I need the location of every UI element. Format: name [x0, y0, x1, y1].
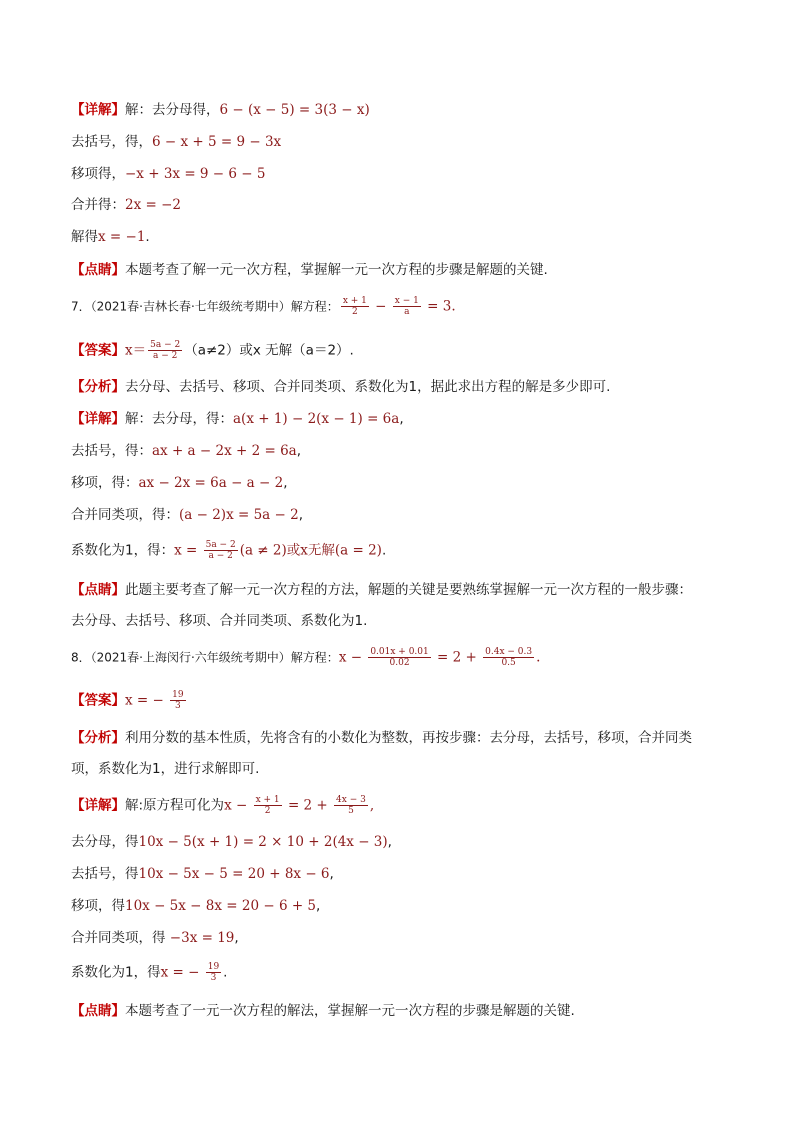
line-tail: , — [329, 866, 334, 882]
fraction-numerator: x + 1 — [342, 296, 367, 306]
fraction — [483, 647, 534, 668]
line-tail: , — [283, 475, 288, 491]
step-line — [71, 227, 150, 247]
fraction — [170, 690, 185, 711]
answer-tag: 【答案】 — [71, 692, 125, 709]
fraction — [206, 962, 221, 983]
problem-text: 7．（2021春·吉林长春·七年级统考期中）解方程： — [71, 299, 339, 314]
line-text: 系数化为1，得 — [71, 964, 161, 981]
answer-text: （a≠2）或x 无解（a＝2）. — [184, 342, 354, 359]
analysis-line — [71, 377, 610, 397]
answer-tag: 【答案】 — [71, 342, 125, 359]
equation-end: . — [536, 649, 541, 666]
line-text: 合并同类项，得 — [71, 930, 170, 946]
math-prefix: x − — [338, 649, 367, 666]
analysis-tag: 【分析】 — [71, 730, 125, 746]
fraction-denominator: 2 — [351, 307, 358, 317]
fraction-denominator: 0.02 — [389, 658, 410, 668]
line-tail: , — [399, 411, 404, 427]
comment-tag: 【点睛】 — [71, 582, 125, 598]
equation: 10x − 5x − 8x = 20 − 6 + 5 — [125, 898, 317, 914]
line-tail: . — [381, 542, 387, 559]
comment-tag: 【点睛】 — [71, 262, 125, 278]
line-text: 去括号，得， — [71, 134, 152, 150]
detail-tag: 【详解】 — [71, 411, 125, 427]
line-text: 移项，得： — [71, 475, 139, 491]
math-prefix: x − — [224, 797, 252, 814]
step-line — [71, 962, 227, 983]
operator: = 2 + — [283, 797, 333, 814]
line-tail: . — [145, 229, 150, 245]
line-text: 去括号，得 — [71, 866, 139, 882]
fraction-denominator: 0.5 — [501, 658, 516, 668]
fraction — [254, 795, 282, 816]
step-line — [71, 164, 265, 184]
step-line — [71, 896, 320, 916]
fraction-numerator: x − 1 — [394, 296, 419, 306]
line-tail: . — [223, 964, 228, 981]
step-line — [71, 132, 281, 152]
step-line — [71, 195, 181, 215]
comment-tag: 【点睛】 — [71, 1003, 125, 1019]
equation-end: = 3. — [422, 298, 456, 315]
comment-line — [71, 1001, 575, 1021]
answer-prefix: x＝ — [125, 342, 147, 359]
line-text: 去分母，得 — [71, 834, 139, 850]
operator: = 2 + — [432, 649, 482, 666]
line-tail: , — [296, 443, 302, 459]
fraction-denominator: 3 — [174, 701, 181, 711]
equation: (a ≠ 2)或x无解(a = 2) — [239, 542, 382, 559]
equation: 6 − (x − 5) = 3(3 − x) — [219, 102, 370, 118]
equation: 6 − x + 5 = 9 − 3x — [152, 134, 282, 150]
comment-line — [71, 580, 692, 600]
operator: − — [370, 298, 391, 315]
line-text: 本题考查了一元一次方程的解法，掌握解一元一次方程的步骤是解题的关键. — [125, 1003, 575, 1019]
equation: ax − 2x = 6a − a − 2 — [138, 475, 284, 491]
line-text: 利用分数的基本性质，先将含有的小数化为整数，再按步骤：去分母，去括号，移项，合并同类 — [125, 730, 692, 746]
step-line — [71, 441, 301, 461]
fraction-numerator: 19 — [207, 962, 220, 972]
line-text: 项，系数化为1，进行求解即可. — [71, 761, 260, 777]
comment-line — [71, 260, 548, 280]
line-text: 此题主要考查了解一元一次方程的方法，解题的关键是要熟练掌握解一元一次方程的一般步骤： — [125, 582, 692, 598]
detail-tag: 【详解】 — [71, 797, 125, 814]
fraction-numerator: x + 1 — [255, 795, 280, 805]
line-text: 解：去分母得， — [125, 102, 220, 118]
line-text: 本题考查了解一元一次方程，掌握解一元一次方程的步骤是解题的关键. — [125, 262, 548, 278]
fraction-numerator: 5a − 2 — [205, 540, 236, 550]
detail-line — [71, 409, 404, 429]
fraction — [148, 340, 182, 361]
answer-prefix: x = − — [125, 692, 169, 709]
comment-continuation — [71, 611, 367, 631]
fraction-numerator: 0.01x + 0.01 — [370, 647, 429, 657]
detail-line-1 — [71, 100, 370, 120]
fraction-denominator: a — [404, 307, 410, 317]
math-prefix: x = — [174, 542, 202, 559]
line-tail: , — [316, 898, 321, 914]
equation: ax + a − 2x + 2 = 6a — [152, 443, 297, 459]
equation: −3x = 19 — [169, 930, 235, 946]
line-text: 去分母、去括号、移项、合并同类项、系数化为1，据此求出方程的解是多少即可. — [125, 379, 611, 395]
fraction — [368, 647, 430, 668]
math-prefix: x = − — [160, 964, 204, 981]
fraction — [334, 795, 368, 816]
fraction-numerator: 0.4x − 0.3 — [485, 647, 533, 657]
detail-tag: 【详解】 — [71, 102, 125, 118]
problem-7 — [71, 296, 456, 317]
equation: 10x − 5(x + 1) = 2 × 10 + 2(4x − 3) — [138, 834, 388, 850]
fraction-numerator: 4x − 3 — [336, 795, 366, 805]
line-text: 解:原方程可化为 — [125, 797, 225, 814]
equation: −x + 3x = 9 − 6 − 5 — [125, 166, 266, 182]
equation: x = −1 — [98, 229, 146, 245]
problem-text: 8．（2021春·上海闵行·六年级统考期中）解方程： — [71, 650, 339, 665]
step-line — [71, 864, 334, 884]
step-line — [71, 928, 239, 948]
equation: a(x + 1) − 2(x − 1) = 6a — [233, 411, 400, 427]
equation: (a − 2)x = 5a − 2 — [179, 507, 299, 523]
line-text: 解：去分母，得： — [125, 411, 233, 427]
fraction-denominator: a − 2 — [152, 351, 178, 361]
line-text: 系数化为1，得： — [71, 542, 175, 559]
step-line — [71, 540, 386, 561]
problem-8 — [71, 647, 540, 668]
step-line — [71, 832, 392, 852]
analysis-tag: 【分析】 — [71, 379, 125, 395]
analysis-line — [71, 728, 692, 748]
answer-line — [71, 340, 354, 361]
fraction — [341, 296, 369, 317]
line-text: 合并得： — [71, 197, 125, 213]
line-tail: , — [387, 834, 392, 850]
fraction-denominator: 2 — [264, 806, 271, 816]
line-text: 移项得， — [71, 166, 125, 182]
fraction-numerator: 19 — [172, 690, 184, 700]
line-text: 去分母、去括号、移项、合并同类项、系数化为1. — [71, 613, 368, 629]
fraction — [204, 540, 238, 561]
line-text: 合并同类项，得： — [71, 507, 179, 523]
fraction-denominator: 3 — [210, 973, 217, 983]
equation: 10x − 5x − 5 = 20 + 8x − 6 — [138, 866, 330, 882]
line-tail: , — [234, 930, 239, 946]
line-text: 去括号，得： — [71, 443, 152, 459]
line-text: 解得 — [71, 229, 98, 245]
line-tail: , — [298, 507, 303, 523]
equation: 2x = −2 — [125, 197, 181, 213]
line-text: 移项，得 — [71, 898, 125, 914]
fraction-numerator: 5a − 2 — [150, 340, 181, 350]
detail-line — [71, 795, 374, 816]
fraction — [393, 296, 421, 317]
equation-end: , — [369, 797, 375, 814]
step-line — [71, 473, 288, 493]
analysis-continuation — [71, 759, 259, 779]
fraction-denominator: 5 — [348, 806, 354, 816]
fraction-denominator: a − 2 — [208, 551, 233, 561]
answer-line — [71, 690, 188, 711]
step-line — [71, 505, 303, 525]
